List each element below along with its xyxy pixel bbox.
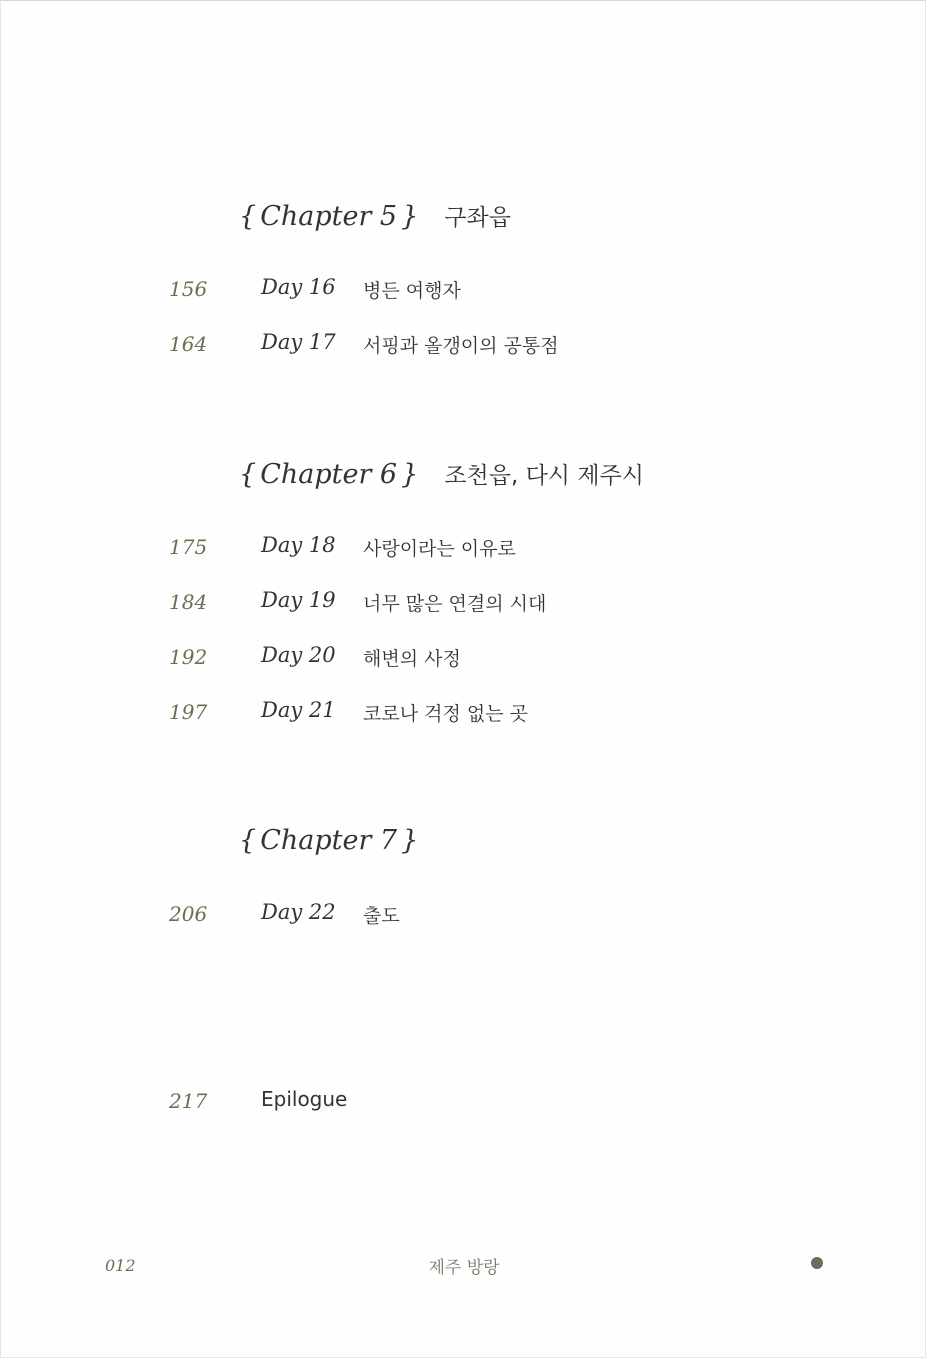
entry-page-number: 192 (169, 645, 208, 669)
toc-entry[interactable] (1, 902, 927, 936)
chapter-6-heading (239, 457, 644, 497)
toc-entry-epilogue[interactable] (1, 1089, 927, 1123)
entry-title: 출도 (363, 905, 400, 927)
entry-title: 서핑과 올갱이의 공통점 (363, 335, 559, 357)
toc-entry[interactable] (1, 277, 927, 311)
chapter-title: 조천읍, 다시 제주시 (444, 463, 644, 489)
entry-day: Day 20 (261, 643, 336, 667)
entry-page-number: 206 (169, 902, 208, 926)
chapter-7-heading (239, 825, 418, 865)
chapter-label: Chapter 6 (260, 459, 398, 490)
entry-page-number: 164 (169, 332, 208, 356)
entry-page-number: 197 (169, 700, 208, 724)
epilogue-label: Epilogue (261, 1087, 348, 1111)
entry-page-number: 175 (169, 535, 208, 559)
chapter-title: 구좌읍 (444, 205, 511, 231)
entry-day: Day 18 (261, 533, 336, 557)
close-brace: } (401, 459, 419, 490)
entry-title: 사랑이라는 이유로 (363, 538, 516, 560)
chapter-label: Chapter 7 (260, 825, 398, 856)
entry-page-number: 184 (169, 590, 208, 614)
chapter-5-heading (239, 199, 511, 239)
toc-entry[interactable] (1, 332, 927, 366)
entry-day: Day 22 (261, 900, 336, 924)
close-brace: } (401, 201, 419, 232)
entry-day: Day 17 (261, 330, 336, 354)
toc-entry[interactable] (1, 645, 927, 679)
toc-entry[interactable] (1, 700, 927, 734)
chapter-label: Chapter 5 (260, 201, 398, 232)
open-brace: { (239, 459, 257, 490)
entry-title: 코로나 걱정 없는 곳 (363, 703, 528, 725)
entry-page-number: 217 (169, 1089, 208, 1113)
footer-dot-icon (811, 1257, 823, 1269)
entry-title: 병든 여행자 (363, 280, 461, 302)
entry-title: 해변의 사정 (363, 648, 461, 670)
footer-book-title: 제주 방랑 (428, 1258, 500, 1278)
open-brace: { (239, 825, 257, 856)
toc-entry[interactable] (1, 535, 927, 569)
entry-title: 너무 많은 연결의 시대 (363, 593, 547, 615)
open-brace: { (239, 201, 257, 232)
toc-entry[interactable] (1, 590, 927, 624)
entry-day: Day 21 (261, 698, 336, 722)
entry-day: Day 19 (261, 588, 336, 612)
entry-page-number: 156 (169, 277, 208, 301)
entry-day: Day 16 (261, 275, 336, 299)
close-brace: } (401, 825, 419, 856)
footer-page-number: 012 (105, 1256, 136, 1275)
